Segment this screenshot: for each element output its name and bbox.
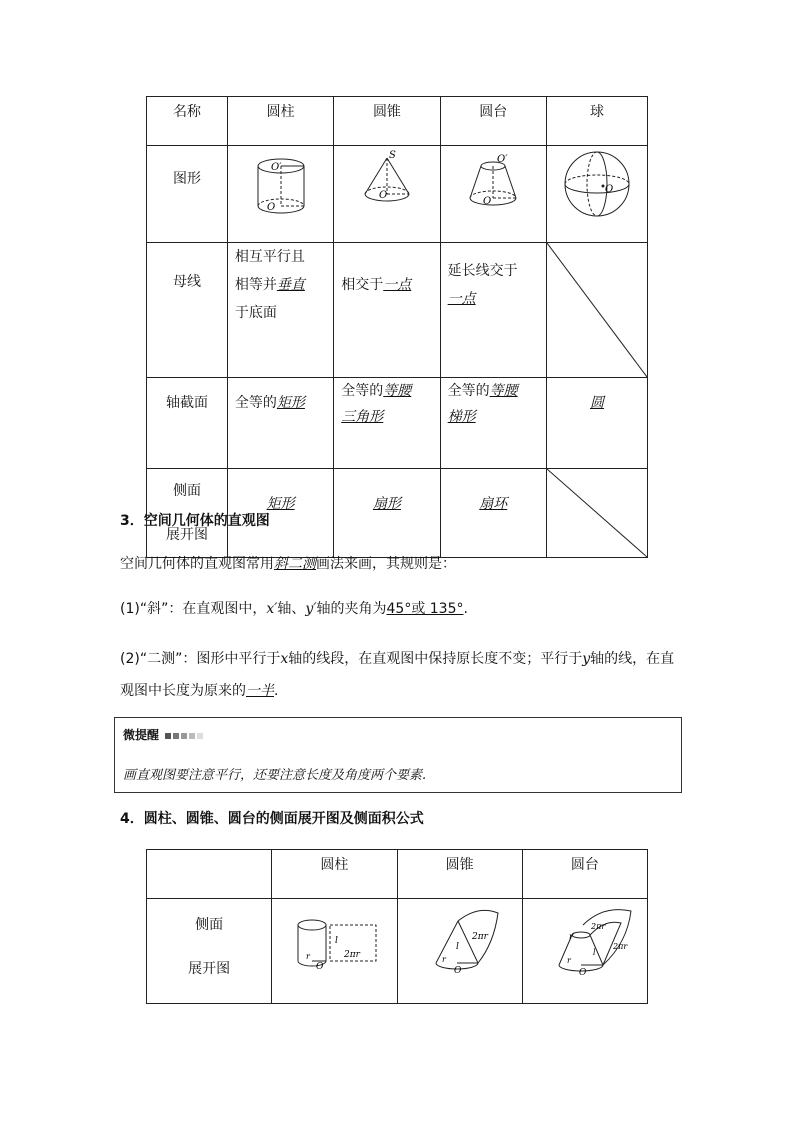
header-sphere: 球	[546, 97, 647, 146]
text-line: 展开图	[165, 527, 208, 543]
text: 轴的夹角为	[316, 601, 387, 617]
lateral-cone	[334, 469, 440, 558]
text-line: 于底面	[234, 305, 277, 321]
label-r: r	[566, 956, 571, 965]
answer-blank: 三角形	[341, 409, 384, 425]
text: 空间几何体的直观图常用	[120, 556, 274, 572]
generatrix-frustum	[440, 243, 546, 378]
text-line: 延长线交于	[447, 263, 518, 279]
text-line: 展开图	[188, 961, 231, 977]
label-2pir-prime: 2πr′	[590, 922, 607, 931]
tip-title	[123, 726, 203, 743]
header-cylinder: 圆柱	[227, 97, 333, 146]
label-o: O	[578, 968, 587, 978]
label-o: O	[266, 202, 275, 213]
label-o-prime: O′	[270, 162, 282, 173]
label-o: O	[316, 962, 324, 972]
label-o: O	[453, 966, 461, 976]
frustum-figure	[440, 146, 546, 243]
answer-blank: 斜二测	[274, 556, 316, 572]
cone-unfold	[397, 899, 522, 1004]
header-frustum: 圆台	[522, 850, 647, 899]
sphere-figure	[546, 146, 647, 243]
text: 全等的	[447, 383, 490, 399]
answer-blank: 矩形	[266, 496, 295, 512]
label-o: O	[483, 196, 492, 207]
diagonal-line	[547, 469, 647, 557]
rule-2	[120, 643, 680, 707]
text: .	[274, 683, 279, 699]
text: (2)“二测”：图形中平行于	[120, 651, 281, 667]
label-o: O	[378, 190, 388, 201]
label-2pir: 2πr	[344, 950, 361, 960]
section-3-title: 3．空间几何体的直观图	[120, 513, 270, 529]
sphere-icon	[547, 146, 647, 238]
header-frustum: 圆台	[440, 97, 546, 146]
text-line: 侧面	[195, 917, 224, 933]
square-icon	[181, 733, 187, 739]
var-y: y′	[305, 601, 317, 617]
header-cone: 圆锥	[334, 97, 440, 146]
frustum-unfold-icon	[523, 899, 647, 999]
cone-figure	[334, 146, 440, 243]
cylinder-unfold	[272, 899, 397, 1004]
answer-blank: 等腰	[383, 383, 412, 399]
generatrix-row	[147, 243, 648, 378]
label-r: r	[441, 955, 446, 964]
unfold-label	[147, 899, 272, 1004]
label-l: l	[455, 942, 459, 952]
answer-blank: 垂直	[276, 277, 305, 293]
text: 全等的	[341, 383, 384, 399]
header-cone: 圆锥	[397, 850, 522, 899]
answer-blank: 一点	[383, 277, 412, 293]
cone-unfold-icon	[398, 899, 522, 999]
answer-blank: 扇环	[479, 496, 508, 512]
label-s: S	[388, 150, 396, 161]
section-4-title: 4．圆柱、圆锥、圆台的侧面展开图及侧面积公式	[120, 811, 424, 827]
section-3-intro	[120, 553, 456, 573]
figure-row	[147, 146, 648, 243]
text: 画法来画，其规则是：	[316, 556, 456, 572]
header-cylinder: 圆柱	[272, 850, 397, 899]
label-o: O	[604, 184, 614, 195]
square-icon	[189, 733, 195, 739]
var-x: x′	[266, 601, 278, 617]
text-line: 侧面	[172, 483, 201, 499]
unfold-row	[147, 899, 648, 1004]
answer-blank: 矩形	[276, 395, 305, 411]
figure-label: 图形	[147, 146, 228, 243]
axial-row	[147, 378, 648, 469]
lateral-surface-table	[146, 849, 648, 1004]
cylinder-unfold-icon	[272, 899, 396, 999]
answer-blank: 扇形	[372, 496, 401, 512]
axial-sphere	[546, 378, 647, 469]
lateral-sphere-empty	[546, 469, 647, 558]
answer-blank: 45°或 135°	[386, 601, 464, 617]
header-empty	[147, 850, 272, 899]
generatrix-sphere-empty	[546, 243, 647, 378]
answer-blank: 一半	[246, 683, 274, 699]
label-o-prime: O′	[497, 154, 508, 165]
answer-blank: 圆	[589, 395, 604, 411]
generatrix-cone	[334, 243, 440, 378]
header-row	[147, 850, 648, 899]
label-l: l	[335, 936, 339, 946]
var-y: y	[582, 651, 591, 667]
text: .	[463, 601, 468, 617]
label-r: r	[306, 952, 311, 961]
frustum-unfold	[522, 899, 647, 1004]
answer-blank: 等腰	[489, 383, 518, 399]
header-row	[147, 97, 648, 146]
text: 轴的线段，在直观图中保持原长度不变；平行于	[288, 651, 583, 667]
text: 轴的线，在直观图中长度为原来的	[120, 651, 675, 699]
label-r-prime: r′	[568, 932, 575, 941]
square-icon	[173, 733, 179, 739]
header-name: 名称	[147, 97, 228, 146]
solids-table	[146, 96, 648, 558]
diagonal-line	[547, 243, 647, 377]
text: 轴、	[277, 601, 306, 617]
tip-body: 画直观图要注意平行，还要注意长度及角度两个要素.	[123, 768, 427, 783]
text-line: 相互平行且	[234, 249, 305, 265]
axial-cylinder	[227, 378, 333, 469]
axial-label: 轴截面	[147, 378, 228, 469]
generatrix-cylinder	[227, 243, 333, 378]
text: 相交于	[341, 277, 384, 293]
tip-box	[114, 717, 682, 793]
frustum-icon	[443, 146, 543, 238]
cylinder-figure	[227, 146, 333, 243]
text: 相等并	[234, 277, 277, 293]
label-l: l	[592, 948, 596, 957]
axial-frustum	[440, 378, 546, 469]
square-icon	[165, 733, 171, 739]
tip-title-text: 微提醒	[123, 728, 160, 742]
text: 全等的	[234, 395, 277, 411]
answer-blank: 一点	[447, 291, 476, 307]
label-2pir: 2πr	[612, 942, 627, 951]
rule-1	[120, 598, 468, 618]
label-2pir: 2πr	[471, 932, 488, 942]
answer-blank: 梯形	[447, 409, 476, 425]
cylinder-icon	[231, 146, 331, 238]
generatrix-label: 母线	[147, 243, 228, 378]
cone-icon	[337, 146, 437, 238]
square-icon	[197, 733, 203, 739]
axial-cone	[334, 378, 440, 469]
lateral-frustum	[440, 469, 546, 558]
text: (1)“斜”：在直观图中，	[120, 601, 267, 617]
var-x: x	[280, 651, 289, 667]
